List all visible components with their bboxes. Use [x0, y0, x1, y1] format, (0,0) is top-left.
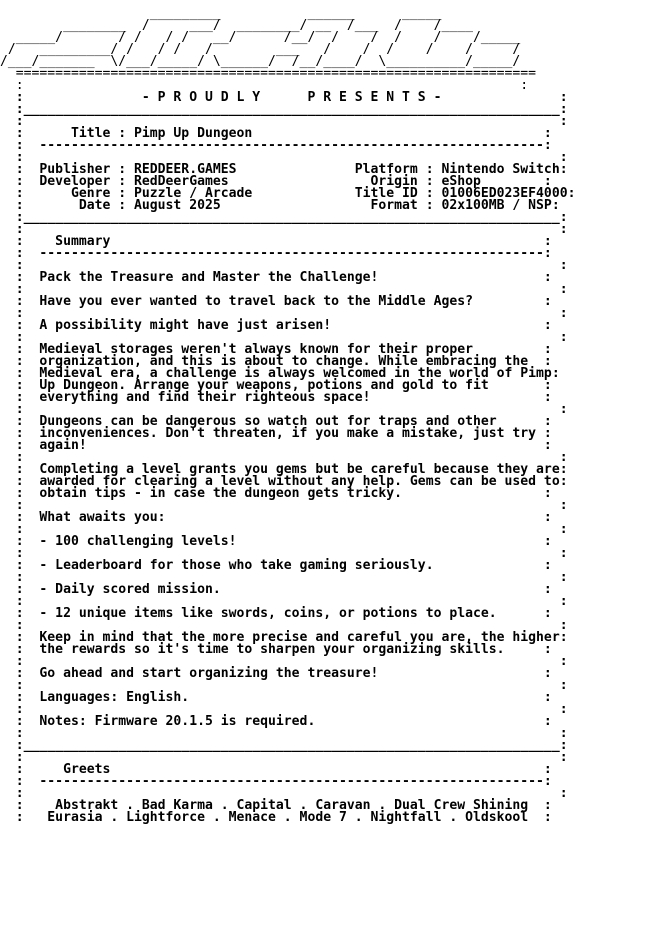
blank-line: : :: [0, 522, 568, 537]
blank-line: : :: [0, 618, 568, 633]
summary-text: : obtain tips - in case the dungeon gets tricky. :: [0, 486, 552, 501]
blank-line: : :: [0, 450, 568, 465]
info-row: : Developer : RedDeerGames Origin : eShop :: [0, 174, 552, 189]
summary-text: : Pack the Treasure and Master the Challenge! :: [0, 270, 552, 285]
nfo-document: [0, 8, 575, 824]
summary-heading: : Summary :: [0, 234, 552, 249]
blank-line: : :: [0, 282, 568, 297]
summary-text: : Medieval era, a challenge is always welcomed in the world of Pimp:: [0, 366, 560, 381]
summary-text: : awarded for clearing a level without any help. Gems can be used to:: [0, 474, 568, 489]
summary-text: : Medieval storages weren't always known for their proper :: [0, 342, 552, 357]
summary-text: : Up Dungeon. Arrange your weapons, potions and gold to fit :: [0, 378, 552, 393]
title-line: : Title : Pimp Up Dungeon :: [0, 126, 552, 141]
summary-text: : the rewards so it's time to sharpen your organizing skills. :: [0, 642, 552, 657]
section-rule: :____________________________________________________________________:: [0, 738, 568, 753]
blank-line: : :: [0, 546, 568, 561]
logo-art-line: / _________/ / / / / ___ / / / / / /: [0, 42, 521, 57]
summary-text: : again! :: [0, 438, 552, 453]
summary-text: : everything and find their righteous space! :: [0, 390, 552, 405]
summary-text: : Languages: English. :: [0, 690, 552, 705]
logo-art-line: : :: [0, 78, 529, 93]
summary-text: : Dungeons can be dangerous so watch out for traps and other :: [0, 414, 552, 429]
blank-line: : :: [0, 570, 568, 585]
blank-line: : :: [0, 306, 568, 321]
logo-art-line: _____/ / / / / __/ /__/ / / / / /_____: [0, 30, 521, 45]
summary-text: : What awaits you: :: [0, 510, 552, 525]
blank-line: : :: [0, 402, 568, 417]
info-row: : Publisher : REDDEER.GAMES Platform : Nintendo Switch:: [0, 162, 568, 177]
summary-text: : A possibility might have just arisen! :: [0, 318, 552, 333]
greets-line: : Eurasia . Lightforce . Menace . Mode 7 . Nightfall . Oldskool :: [0, 810, 552, 825]
summary-text: : Have you ever wanted to travel back to the Middle Ages? :: [0, 294, 552, 309]
section-rule: :____________________________________________________________________:: [0, 102, 568, 117]
logo-art-line: _________ ______ _____: [0, 6, 442, 21]
blank-line: : :: [0, 702, 568, 717]
blank-line: : :: [0, 654, 568, 669]
blank-line: : :: [0, 594, 568, 609]
summary-text: : Notes: Firmware 20.1.5 is required. :: [0, 714, 552, 729]
greets-heading: : Greets :: [0, 762, 552, 777]
logo-art-line: ________ / ___/ ________/ __ /___ / /____: [0, 18, 473, 33]
blank-line: : :: [0, 258, 568, 273]
summary-text: : Keep in mind that the more precise and careful you are, the higher:: [0, 630, 568, 645]
greets-line: : Abstrakt . Bad Karma . Capital . Caravan . Dual Crew Shining :: [0, 798, 552, 813]
blank-line: : :: [0, 222, 568, 237]
info-row: : Genre : Puzzle / Arcade Title ID : 01006ED023EF4000:: [0, 186, 576, 201]
blank-line: : :: [0, 726, 568, 741]
logo-art-line: ==================================================================: [0, 66, 537, 81]
summary-text: : - Daily scored mission. :: [0, 582, 552, 597]
summary-text: : - 12 unique items like swords, coins, or potions to place. :: [0, 606, 552, 621]
summary-text: : - Leaderboard for those who take gaming seriously. :: [0, 558, 552, 573]
blank-line: : :: [0, 498, 568, 513]
summary-text: : Completing a level grants you gems but be careful because they are:: [0, 462, 568, 477]
dash-rule: : ----------------------------------------------------------------:: [0, 138, 552, 153]
info-row: : Date : August 2025 Format : 02x100MB / NSP:: [0, 198, 560, 213]
blank-line: : :: [0, 150, 568, 165]
blank-line: : :: [0, 786, 568, 801]
blank-line: : :: [0, 750, 568, 765]
summary-text: : - 100 challenging levels! :: [0, 534, 552, 549]
summary-text: : organization, and this is about to change. While embracing the :: [0, 354, 552, 369]
blank-line: : :: [0, 330, 568, 345]
section-rule: :____________________________________________________________________:: [0, 210, 568, 225]
dash-rule: : ----------------------------------------------------------------:: [0, 774, 552, 789]
dash-rule: : ----------------------------------------------------------------:: [0, 246, 552, 261]
blank-line: : :: [0, 114, 568, 129]
logo-art-line: /___/_______ \/___/_____/ \______/ /__/____/ \__________/_____/: [0, 54, 521, 69]
presents-banner: : - P R O U D L Y P R E S E N T S - :: [0, 90, 568, 105]
summary-text: : Go ahead and start organizing the treasure! :: [0, 666, 552, 681]
blank-line: : :: [0, 678, 568, 693]
summary-text: : inconveniences. Don't threaten, if you make a mistake, just try :: [0, 426, 552, 441]
